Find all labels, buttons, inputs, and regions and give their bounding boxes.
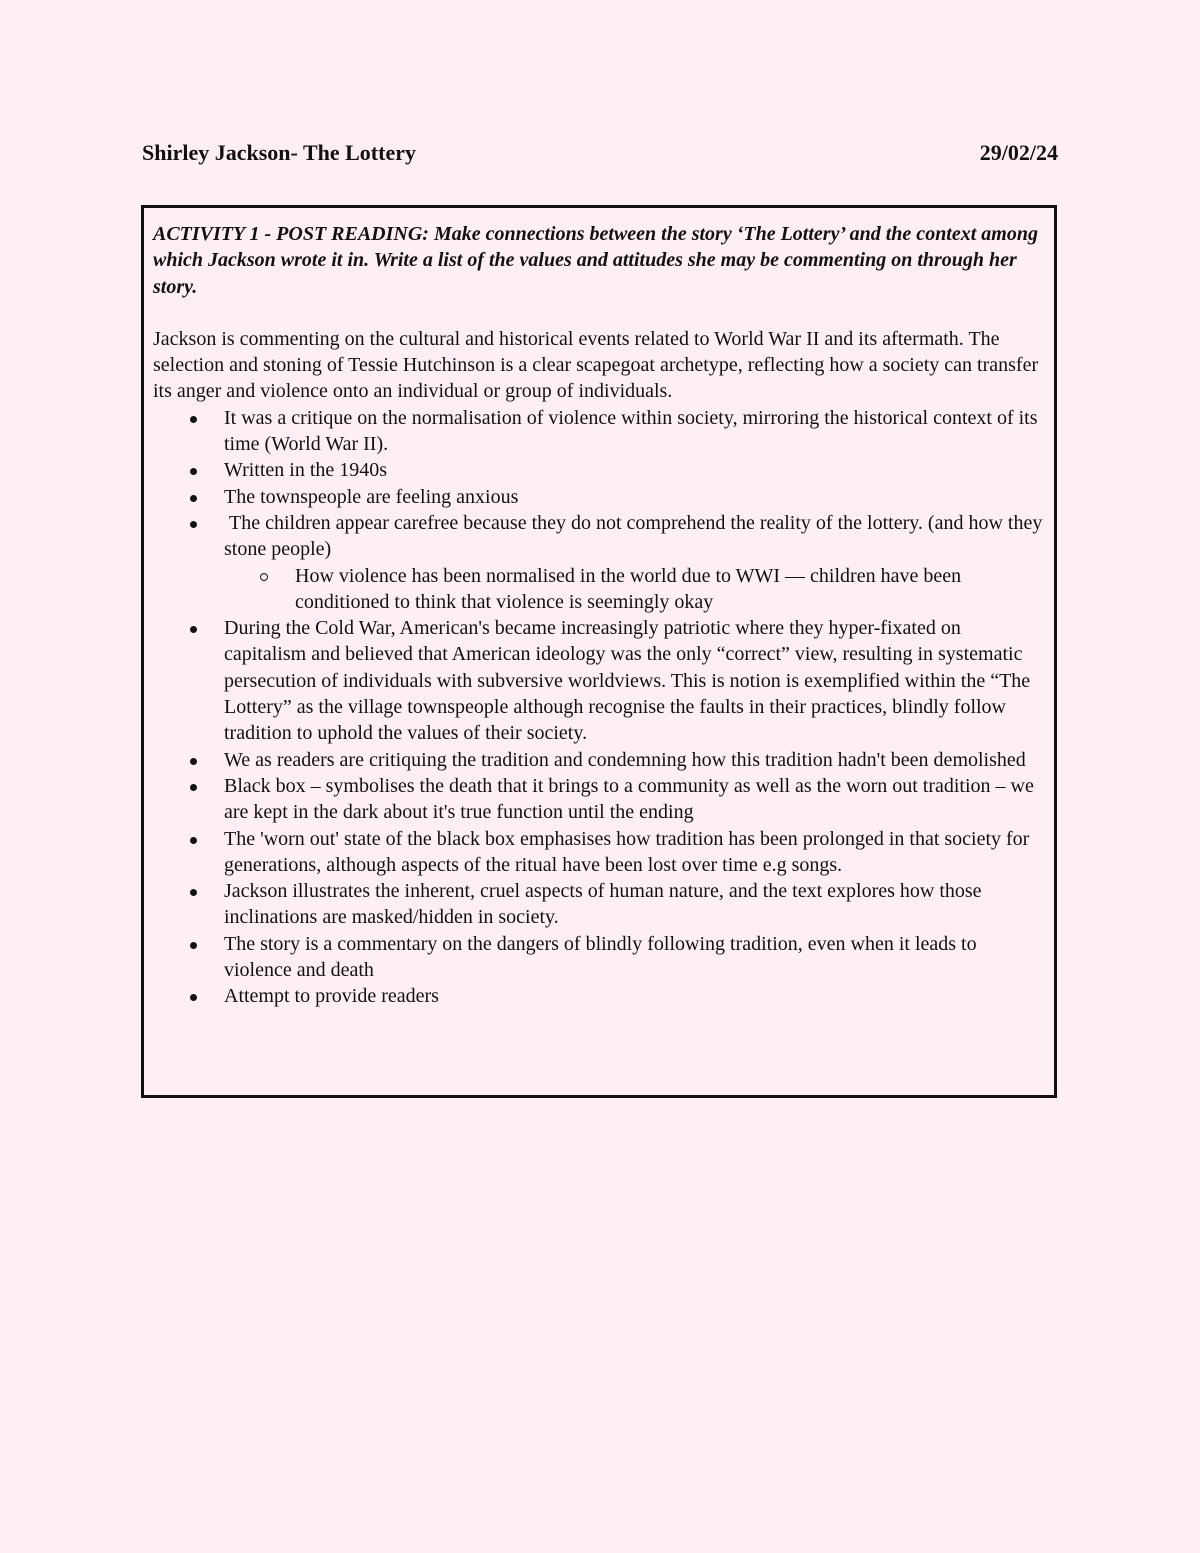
list-item (153, 931, 1044, 984)
list-item (153, 826, 1044, 879)
bullet-text: The story is a commentary on the dangers of blindly following tradition, even when it leads to violence and death (224, 932, 977, 982)
document-date: 29/02/24 (979, 140, 1058, 165)
activity-prompt: ACTIVITY 1 - POST READING: Make connections between the story ‘The Lottery’ and the context among which Jackson wrote it in. Write a list of the values and attitudes she may be commenting on through her story. (153, 223, 1038, 298)
bullet-text: We as readers are critiquing the tradition and condemning how this tradition hadn't been demolished (224, 748, 1026, 771)
list-item (153, 773, 1044, 826)
bullet-text: Jackson illustrates the inherent, cruel aspects of human nature, and the text explores how those inclinations are masked/hidden in society. (224, 880, 982, 929)
list-item (153, 983, 1044, 1009)
bullet-text: It was a critique on the normalisation of violence within society, mirroring the historical context of its time (World War II). (224, 406, 1038, 456)
sub-bullet-text: How violence has been normalised in the world due to WWI — children have been conditioned to think that violence is seemingly okay (295, 564, 962, 613)
list-item (153, 747, 1044, 773)
sub-list-item (224, 563, 1044, 616)
document-title: Shirley Jackson- The Lottery (142, 140, 416, 165)
list-item (153, 510, 1048, 615)
bullet-text: Black box – symbolises the death that it brings to a community as well as the worn out tradition – we are kept in the dark about it's true function until the ending (224, 774, 1034, 824)
list-item (153, 457, 1044, 483)
sub-bullet-list (224, 563, 1044, 616)
intro-paragraph: Jackson is commenting on the cultural and historical events related to World War II and its aftermath. The selection and stoning of Tessie Hutchinson is a clear scapegoat archetype, reflecting how a society can transfer its anger and violence onto an individual or group of individuals. (153, 327, 1039, 403)
bullet-text: Written in the 1940s (224, 459, 388, 482)
bullet-text: Attempt to provide readers (224, 985, 439, 1008)
list-item (153, 405, 1044, 458)
list-item (153, 484, 1044, 510)
bullet-text: The 'worn out' state of the black box emphasises how tradition has been prolonged in that society for generations, although aspects of the ritual have been lost over time e.g songs. (224, 827, 1030, 876)
bullet-list (153, 405, 1048, 1010)
bullet-text: The townspeople are feeling anxious (224, 485, 519, 508)
activity-box (141, 205, 1057, 1098)
bullet-text: During the Cold War, American's became increasingly patriotic where they hyper-fixated on capitalism and believed that American ideology was the only “correct” view, resulting in systematic persecution of individuals with subversive worldviews. This is notion is exemplified within the “The Lottery” as the village townspeople although recognise the faults in their practices, blindly follow tradition to uphold the values of their society. (224, 617, 1031, 745)
bullet-text: The children appear carefree because they do not comprehend the reality of the lottery. (and how they stone people) (224, 511, 1048, 561)
list-item (153, 878, 1044, 931)
document-header (142, 140, 1058, 172)
list-item (153, 615, 1044, 746)
